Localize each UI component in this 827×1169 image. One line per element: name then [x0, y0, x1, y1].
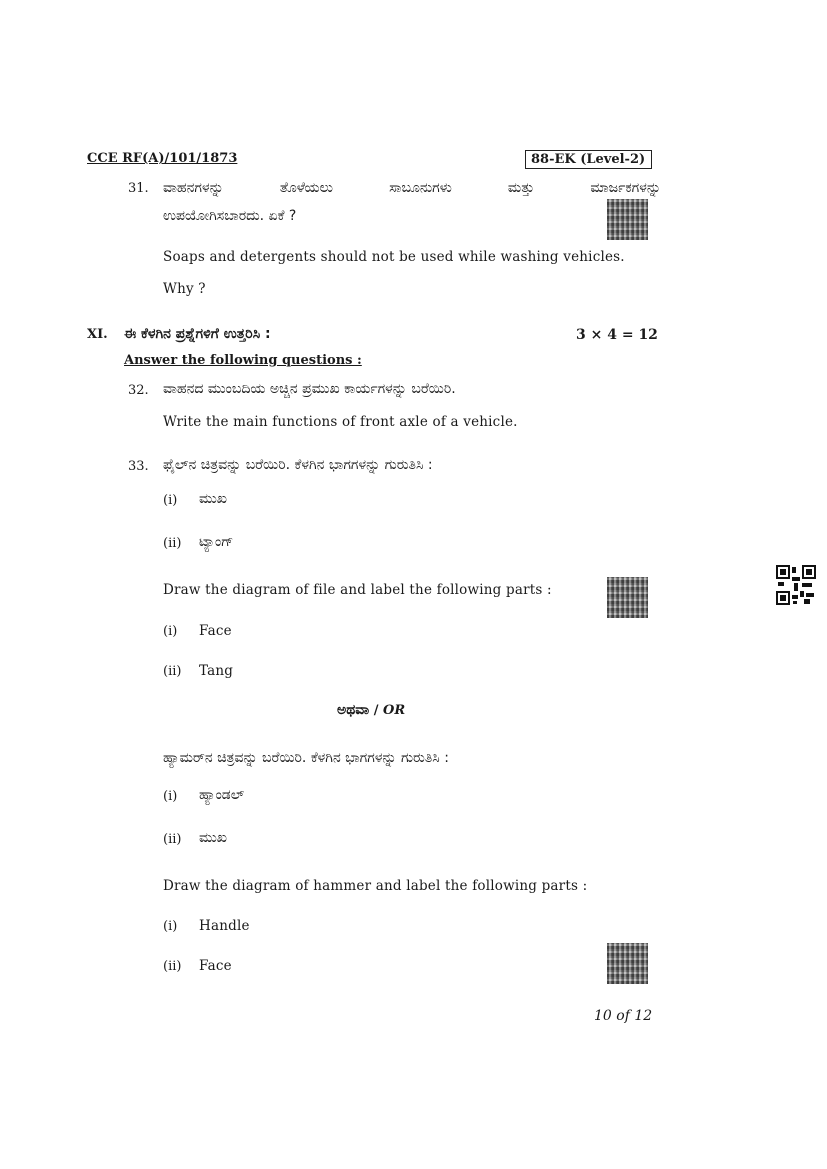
side-qr-code [776, 565, 816, 605]
q31-kannada-line2: ಉಪಯೋಗಿಸಬಾರದು. ಏಕೆ ? [163, 208, 297, 224]
alt-english: Draw the diagram of hammer and label the following parts : [163, 878, 588, 894]
q33-en-part-number: (ii) [163, 664, 182, 679]
q31-number: 31. [128, 181, 149, 196]
q33-kn-part-number: (ii) [163, 536, 182, 551]
or-kannada: ಅಥವಾ [337, 702, 370, 718]
alt-kannada: ಹ್ಯಾಮರ್‌ನ ಚಿತ್ರವನ್ನು ಬರೆಯಿರಿ. ಕೆಳಗಿನ ಭಾಗಗಳನ್ನು ಗುರುತಿಸಿ : [163, 750, 449, 766]
qr-code-image [607, 577, 648, 618]
q31-kn-word: ತೊಳೆಯಲು [279, 180, 333, 196]
alt-kn-part-label: ಹ್ಯಾಂಡಲ್ [199, 787, 245, 803]
section-number: XI. [87, 327, 108, 342]
alt-kn-part-number: (ii) [163, 832, 182, 847]
section-marks: 3 × 4 = 12 [576, 327, 658, 343]
q31-english-line2: Why ? [163, 281, 206, 297]
alt-kn-part-label: ಮುಖ [199, 830, 227, 846]
q31-kn-word: ವಾಹನಗಳನ್ನು [163, 180, 224, 196]
section-title-kannada: ಈ ಕೆಳಗಿನ ಪ್ರಶ್ನೆಗಳಿಗೆ ಉತ್ತರಿಸಿ : [124, 326, 271, 342]
q33-kn-part-number: (i) [163, 493, 178, 508]
or-slash: / [369, 703, 384, 718]
q31-kn-word: ಮಾರ್ಜಕಗಳನ್ನು [590, 180, 661, 196]
q33-kn-part-label: ಟ್ಯಾಂಗ್ [199, 534, 234, 550]
alt-en-part-number: (i) [163, 919, 178, 934]
qr-code-image [607, 199, 648, 240]
q33-kn-part-label: ಮುಖ [199, 491, 227, 507]
q33-en-part-label: Tang [199, 663, 234, 679]
q33-english: Draw the diagram of file and label the following parts : [163, 582, 552, 598]
q33-kannada: ಫೈಲ್‌ನ ಚಿತ್ರವನ್ನು ಬರೆಯಿರಿ. ಕೆಳಗಿನ ಭಾಗಗಳನ್ನು ಗುರುತಿಸಿ : [163, 457, 433, 473]
or-separator [337, 699, 405, 718]
q32-number: 32. [128, 383, 149, 398]
q33-number: 33. [128, 459, 149, 474]
alt-en-part-label: Handle [199, 918, 250, 934]
q31-english-line1: Soaps and detergents should not be used while washing vehicles. [163, 249, 625, 265]
q31-kn-word: ಸಾಬೂನುಗಳು [389, 180, 452, 196]
q31-kn-word: ಮತ್ತು [507, 180, 535, 196]
q31-kannada-line1 [163, 180, 661, 196]
alt-kn-part-number: (i) [163, 789, 178, 804]
section-title-english: Answer the following questions : [124, 353, 362, 368]
paper-level-box: 88-EK (Level-2) [525, 150, 652, 169]
alt-en-part-label: Face [199, 958, 232, 974]
alt-en-part-number: (ii) [163, 959, 182, 974]
qr-code-image [607, 943, 648, 984]
page-number: 10 of 12 [594, 1008, 653, 1024]
q32-english: Write the main functions of front axle of a vehicle. [163, 414, 518, 430]
or-english: OR [383, 703, 406, 718]
q32-kannada: ವಾಹನದ ಮುಂಬದಿಯ ಅಚ್ಚಿನ ಪ್ರಮುಖ ಕಾರ್ಯಗಳನ್ನು ಬರೆಯಿರಿ. [163, 381, 456, 397]
paper-code: CCE RF(A)/101/1873 [87, 151, 238, 166]
q33-en-part-number: (i) [163, 624, 178, 639]
q33-en-part-label: Face [199, 623, 232, 639]
